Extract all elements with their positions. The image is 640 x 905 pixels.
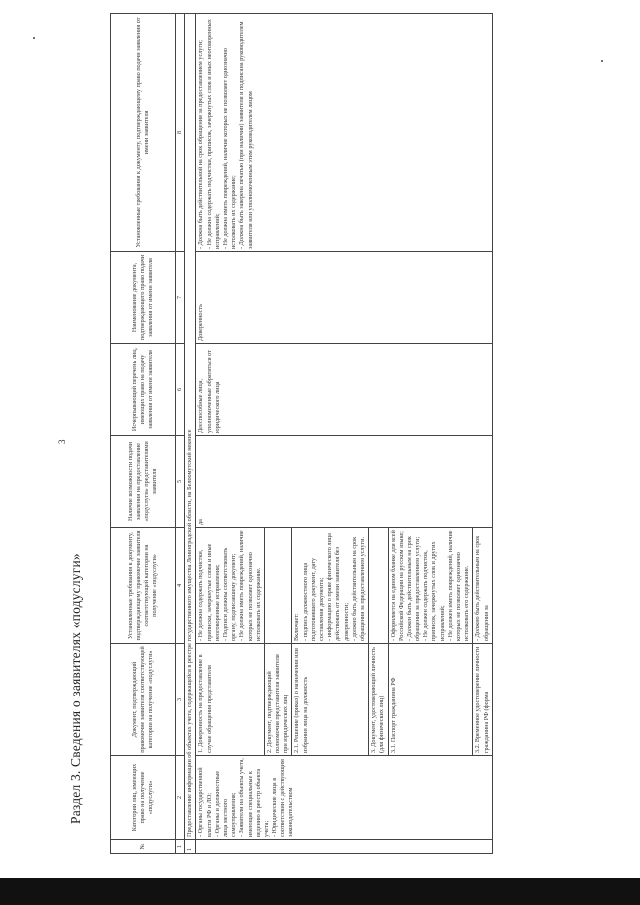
applicant-categories: - Органы государственной власти РФ и ЛО; - Органы и должностные лица местного самоуправления; - Заявители на объекты учета, имеющие специальные к ведению в реестр объекта учета; - Юридические лица в соответствии с действующим законодательством bbox=[196, 756, 492, 840]
header-number: № bbox=[111, 840, 176, 854]
document-name: 3.2. Временное удостоверение личности гражданина РФ (форма bbox=[473, 644, 492, 756]
header-representative-persons: Исчерпывающий перечень лиц, имеющих право на подачу заявления от имени заявителя bbox=[111, 344, 176, 436]
section-title: Раздел 3. Сведения о заявителях «подуслуги» bbox=[68, 553, 83, 824]
header-applicant-categories: Категории лиц, имеющих право на получение «подуслуги» bbox=[111, 756, 176, 840]
row-number: 1 bbox=[185, 840, 196, 854]
representative-persons: Дееспособные лица, уполномоченные обратиться от юридического лица bbox=[196, 344, 492, 436]
header-document-requirements: Установленные требования к документу, подтверждающему правомочие заявителя соответствующей категории на получение «подуслуги» bbox=[111, 528, 176, 644]
document-requirements: - Не должна содержать подчистки, приписки, зачеркнутые слова и иные неоговоренные исправления; - Подписи должны соответствовать органу, подписавшему документ; - Не должна иметь повреждений, наличие которых не позволяет однозначно истолковать их содержание. bbox=[196, 528, 265, 644]
column-number: 4 bbox=[176, 528, 185, 644]
scan-bottom-edge bbox=[0, 878, 640, 905]
page-number: 3 bbox=[57, 439, 67, 444]
column-number: 5 bbox=[176, 436, 185, 528]
rotated-document-page bbox=[60, 3, 605, 868]
document-name: 2. Документ, подтверждающий полномочия представителя заявителя при юридических лиц bbox=[264, 644, 292, 756]
document-requirements: Включает: - подпись должностного лица подготовившего документ, дату составления документа; - информацию о праве физического лица действовать от имени заявителя без доверенности; - должно быть действительным на срок обращения за предоставлением услуги. bbox=[292, 528, 369, 644]
column-number: 8 bbox=[176, 14, 185, 252]
header-representative-possible: Наличие возможности подачи заявления на предоставление «подуслуги» представителями заявителя bbox=[111, 436, 176, 528]
column-numbers-row bbox=[176, 14, 185, 854]
table-row bbox=[196, 14, 265, 854]
column-number: 7 bbox=[176, 252, 185, 344]
document-requirements bbox=[264, 528, 292, 644]
document-name: 3. Документ, удостоверяющий личность (для физических лиц) bbox=[369, 644, 388, 756]
header-representative-requirements: Установленные требования к документу, подтверждающему право подачи заявления от имени заявителя bbox=[111, 14, 176, 252]
document-requirements: - Оформляется на едином бланке для всей Российской Федерации на русском языке; - Должен быть действительным на срок обращения за предоставлением услуги; - Не должен содержать подчисток, приписок, зачеркнутых слов и других исправлений; - Не должен иметь повреждений, наличие которых не позволяет однозначно истолковать его содержание. bbox=[388, 528, 473, 644]
document-name: 2.1. Решение (приказ) о назначении или избрании лица на должность bbox=[292, 644, 369, 756]
column-number: 2 bbox=[176, 756, 185, 840]
document-name: 1. Доверенность на предоставление в случае обращения представителя bbox=[196, 644, 265, 756]
applicants-table bbox=[110, 13, 493, 854]
representative-requirements: - Должна быть действительной на срок обращения за предоставлением услуги; - Не должна содержать подчистки, приписок, зачеркнутых слов и иных неоговоренных исправлений; - Не должна иметь повреждений, наличие которых не позволяет однозначно истолковать их содержание; - Должна быть заверена печатью (при наличии) заявителя и подписана руководителем заявителя или уполномоченным этим руководителем лицом bbox=[196, 14, 492, 252]
column-number: 6 bbox=[176, 344, 185, 436]
header-authority-document: Документ, подтверждающий правомочие заявителя соответствующей категории на получение «подуслуги» bbox=[111, 644, 176, 756]
document-requirements bbox=[369, 528, 388, 644]
column-number: 3 bbox=[176, 644, 185, 756]
representative-possible: да bbox=[196, 436, 492, 528]
column-number: 1 bbox=[176, 840, 185, 854]
empty-cell bbox=[196, 840, 492, 854]
header-representative-document: Наименование документа, подтверждающего право подачи заявления от имени заявителя bbox=[111, 252, 176, 344]
document-requirements: - Должно быть действительным на срок обращения за bbox=[473, 528, 492, 644]
header-row bbox=[111, 14, 176, 854]
service-title: Предоставление информации об объектах учета, содержащейся в реестре государственного имущества Ленинградской области, на Белоомутский некнисе bbox=[185, 14, 196, 840]
document-name: 3.1. Паспорт гражданина РФ bbox=[388, 644, 473, 756]
service-title-row bbox=[185, 14, 196, 854]
representative-document: Доверенность bbox=[196, 252, 492, 344]
scan-speck bbox=[33, 37, 35, 39]
